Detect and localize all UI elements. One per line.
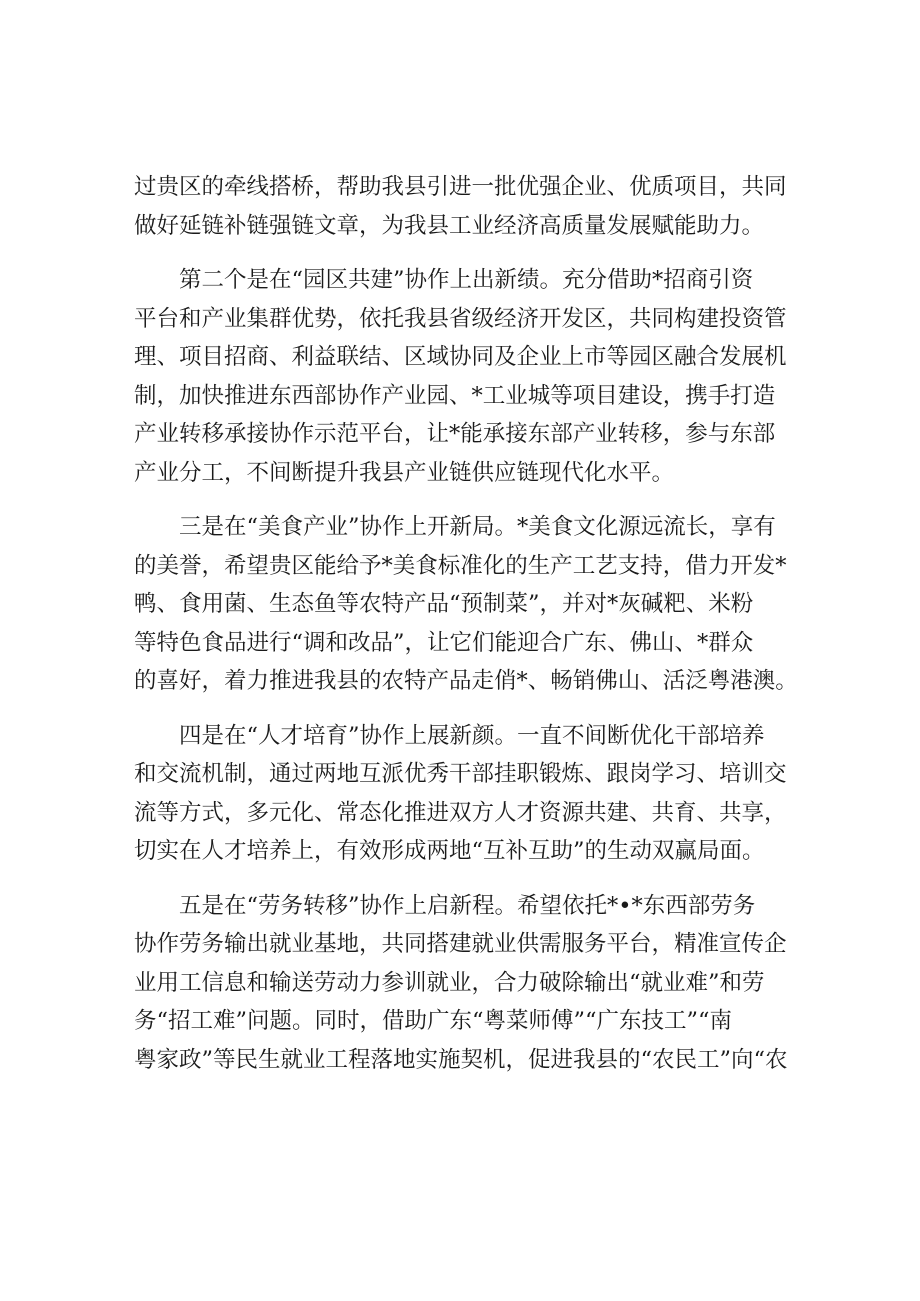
text-line: 业用工信息和输送劳动力参训就业，合力破除输出“就业难”和劳 [134, 969, 765, 996]
paragraph-continuation [134, 168, 798, 245]
text-line: 流等方式，多元化、常态化推进双方人才资源共建、共育、共享， [134, 799, 787, 826]
text-line: 鸭、食用菌、生态鱼等农特产品“预制菜”，并对*灰碱粑、米粉 [134, 591, 754, 617]
text-line: 四是在“人才培育”协作上展新颜。一直不间断优化干部培养 [179, 722, 765, 749]
text-line: 平台和产业集群优势，依托我县省级经济开发区，共同构建投资管 [134, 305, 787, 332]
paragraph-park-cooperation [134, 261, 798, 492]
text-line: 理、项目招商、利益联结、区域协同及企业上市等园区融合发展机 [134, 344, 787, 370]
paragraph-talent-training [134, 717, 798, 871]
text-line: 五是在“劳务转移”协作上启新程。希望依托*•*东西部劳务 [179, 892, 756, 919]
text-line: 的美誉，希望贵区能给予*美食标准化的生产工艺支持，借力开发* [134, 552, 787, 579]
text-line: 产业分工，不间断提升我县产业链供应链现代化水平。 [134, 459, 675, 486]
text-line: 第二个是在“园区共建”协作上出新绩。充分借助*招商引资 [179, 267, 754, 293]
document-body [134, 168, 798, 1095]
text-line: 的喜好，着力推进我县的农特产品走俏*、畅销佛山、活泛粤港澳。 [134, 668, 798, 694]
text-line: 等特色食品进行“调和改品”，让它们能迎合广东、佛山、*群众 [134, 629, 754, 656]
text-line: 和交流机制，通过两地互派优秀干部挂职锻炼、跟岗学习、培训交 [134, 761, 787, 787]
text-line: 务“招工难”问题。同时，借助广东“粤菜师傅”“广东技工”“南 [134, 1008, 733, 1034]
text-line: 三是在“美食产业”协作上开新局。*美食文化源远流长，享有 [179, 514, 776, 540]
text-line: 协作劳务输出就业基地，共同搭建就业供需服务平台，精准宣传企 [134, 931, 787, 957]
text-line: 产业转移承接协作示范平台，让*能承接东部产业转移，参与东部 [134, 421, 776, 447]
text-line: 制，加快推进东西部协作产业园、*工业城等项目建设，携手打造 [134, 382, 776, 409]
text-line: 粤家政”等民生就业工程落地实施契机，促进我县的“农民工”向“农 [134, 1046, 788, 1073]
text-line: 过贵区的牵线搭桥，帮助我县引进一批优强企业、优质项目，共同 [134, 174, 787, 200]
paragraph-labor-transfer [134, 887, 798, 1080]
text-line: 做好延链补链强链文章，为我县工业经济高质量发展赋能助力。 [134, 212, 765, 239]
text-line: 切实在人才培养上，有效形成两地“互补互助”的生动双赢局面。 [134, 838, 765, 864]
paragraph-food-industry [134, 508, 798, 701]
